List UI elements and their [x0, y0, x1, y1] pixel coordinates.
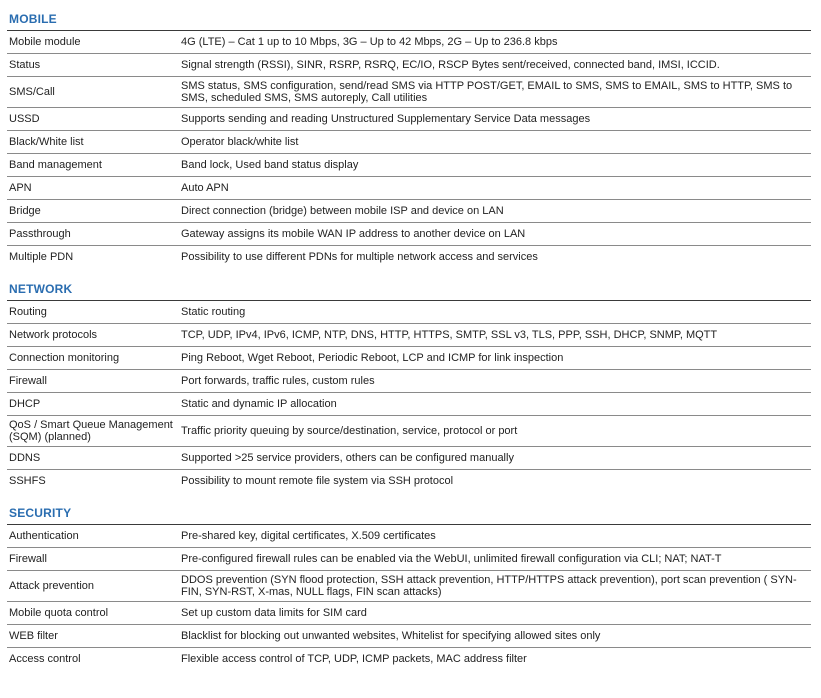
- section-spacer: [7, 268, 811, 278]
- row-label: DDNS: [9, 452, 41, 464]
- row-value: Ping Reboot, Wget Reboot, Periodic Reboot, LCP and ICMP for link inspection: [181, 352, 564, 364]
- row-value: Gateway assigns its mobile WAN IP address to another device on LAN: [181, 228, 526, 240]
- table-row: [7, 571, 811, 602]
- table-row: [7, 223, 811, 246]
- row-label: Attack prevention: [9, 580, 94, 592]
- row-value: Pre-shared key, digital certificates, X.509 certificates: [181, 530, 436, 542]
- row-value: Pre-configured firewall rules can be enabled via the WebUI, unlimited firewall configuration via CLI; NAT; NAT-T: [181, 553, 722, 565]
- section-spacer: [7, 492, 811, 502]
- row-label: QoS / Smart Queue Management (SQM) (planned): [9, 419, 173, 443]
- table-row: [7, 131, 811, 154]
- row-value: Static and dynamic IP allocation: [181, 398, 337, 410]
- row-value: 4G (LTE) – Cat 1 up to 10 Mbps, 3G – Up to 42 Mbps, 2G – Up to 236.8 kbps: [181, 36, 558, 48]
- row-label: Status: [9, 59, 41, 71]
- table-row: [7, 31, 811, 54]
- table-row: [7, 177, 811, 200]
- table-row: [7, 393, 811, 416]
- table-row: [7, 246, 811, 268]
- row-value: TCP, UDP, IPv4, IPv6, ICMP, NTP, DNS, HTTP, HTTPS, SMTP, SSL v3, TLS, PPP, SSH, DHCP, SNMP, MQTT: [181, 329, 718, 341]
- section-title: NETWORK: [9, 282, 73, 296]
- row-label: Band management: [9, 159, 102, 171]
- row-value: Operator black/white list: [181, 136, 299, 148]
- table-row: [7, 301, 811, 324]
- row-value: Signal strength (RSSI), SINR, RSRP, RSRQ, EC/IO, RSCP Bytes sent/received, connected band, IMSI, ICCID.: [181, 59, 720, 71]
- table-row: [7, 625, 811, 648]
- row-label: WEB filter: [9, 630, 58, 642]
- row-label: Routing: [9, 306, 47, 318]
- row-label: Multiple PDN: [9, 251, 74, 263]
- table-row: [7, 416, 811, 447]
- row-label: Firewall: [9, 553, 47, 565]
- section-title: SECURITY: [9, 506, 72, 520]
- table-row: [7, 447, 811, 470]
- row-label: Black/White list: [9, 136, 84, 148]
- table-row: [7, 324, 811, 347]
- row-label: Passthrough: [9, 228, 71, 240]
- row-value: Port forwards, traffic rules, custom rules: [181, 375, 375, 387]
- row-value: Direct connection (bridge) between mobile ISP and device on LAN: [181, 205, 504, 217]
- row-label: Network protocols: [9, 329, 98, 341]
- table-row: [7, 525, 811, 548]
- row-label: APN: [9, 182, 32, 194]
- row-label: Access control: [9, 653, 81, 665]
- section-title: MOBILE: [9, 12, 57, 26]
- row-label: Authentication: [9, 530, 79, 542]
- row-value: Possibility to use different PDNs for multiple network access and services: [181, 251, 538, 263]
- row-label: Connection monitoring: [9, 352, 120, 364]
- table-row: [7, 648, 811, 670]
- row-value: Traffic priority queuing by source/destination, service, protocol or port: [181, 425, 518, 437]
- row-label: Mobile quota control: [9, 607, 109, 619]
- table-row: [7, 154, 811, 177]
- row-label: Mobile module: [9, 36, 81, 48]
- row-value: Supported >25 service providers, others can be configured manually: [181, 452, 514, 464]
- row-value: Possibility to mount remote file system via SSH protocol: [181, 475, 454, 487]
- row-label: USSD: [9, 113, 40, 125]
- row-label: Bridge: [9, 205, 41, 217]
- row-label: DHCP: [9, 398, 41, 410]
- row-label: SSHFS: [9, 475, 46, 487]
- table-row: [7, 77, 811, 108]
- table-row: [7, 602, 811, 625]
- table-row: [7, 548, 811, 571]
- table-row: [7, 54, 811, 77]
- section-security: [7, 502, 811, 670]
- spec-table: [7, 30, 811, 268]
- spec-table: [7, 300, 811, 492]
- table-row: [7, 470, 811, 492]
- table-row: [7, 370, 811, 393]
- row-value: Static routing: [181, 306, 246, 318]
- row-value: Blacklist for blocking out unwanted websites, Whitelist for specifying allowed sites only: [181, 630, 601, 642]
- row-value: Set up custom data limits for SIM card: [181, 607, 367, 619]
- row-value: Auto APN: [181, 182, 229, 194]
- row-value: Supports sending and reading Unstructured Supplementary Service Data messages: [181, 113, 591, 125]
- section-mobile: [7, 8, 811, 268]
- section-network: [7, 278, 811, 492]
- row-value: Flexible access control of TCP, UDP, ICMP packets, MAC address filter: [181, 653, 527, 665]
- table-row: [7, 200, 811, 223]
- row-label: Firewall: [9, 375, 47, 387]
- row-label: SMS/Call: [9, 86, 55, 98]
- spec-table: [7, 524, 811, 670]
- table-row: [7, 347, 811, 370]
- table-row: [7, 108, 811, 131]
- row-value: DDOS prevention (SYN flood protection, SSH attack prevention, HTTP/HTTPS attack prevention), port scan prevention ( SYN-FIN, SYN-RST, X-mas, NULL flags, FIN scan attacks): [181, 574, 797, 598]
- row-value: Band lock, Used band status display: [181, 159, 359, 171]
- row-value: SMS status, SMS configuration, send/read SMS via HTTP POST/GET, EMAIL to SMS, SMS to EMAIL, SMS to HTTP, SMS to SMS, scheduled SMS, SMS autoreply, Call utilities: [181, 80, 793, 104]
